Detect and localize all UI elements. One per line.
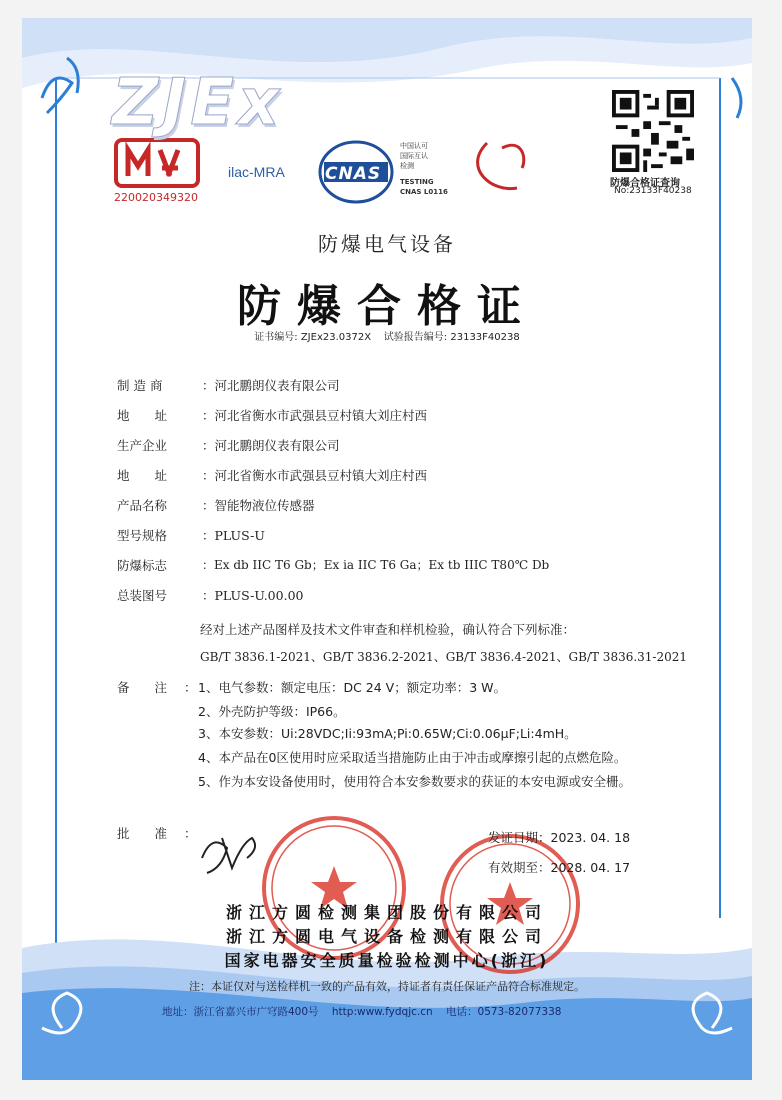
- qr-number: No:23133F40238: [614, 186, 692, 196]
- remarks-colon: ：: [184, 680, 197, 695]
- field-label-address-2: 地 址: [117, 468, 168, 483]
- brand-logo: ZJEx: [112, 66, 284, 140]
- approval-label: 批 准: [117, 826, 168, 841]
- qr-title: 防爆合格证查询: [610, 178, 680, 189]
- remark-2: 2、外壳防护等级：IP66。: [198, 704, 346, 719]
- issue-date-label: 发证日期：: [488, 830, 551, 845]
- valid-until: [488, 858, 630, 876]
- cnas-cn-line-1: 中国认可: [400, 142, 428, 150]
- cma-number: 220020349320: [114, 191, 198, 204]
- field-label-manufacturer: 制 造 商: [117, 378, 163, 393]
- field-label-address-1: 地 址: [117, 408, 168, 423]
- report-no: 23133F40238: [450, 332, 520, 343]
- swoosh-logo: [478, 143, 524, 189]
- institution-2: 浙江方圆电气设备检测有限公司: [225, 927, 548, 946]
- conformity-statement: 经对上述产品图样及技术文件审查和样机检验，确认符合下列标准：: [200, 622, 576, 637]
- field-label-producer: 生产企业: [117, 438, 168, 453]
- cnas-code: CNAS L0116: [400, 188, 448, 196]
- cnas-testing: TESTING: [400, 178, 434, 186]
- address-label: 地址：: [162, 1006, 194, 1018]
- field-value-producer: ：河北鹏朗仪表有限公司: [202, 438, 340, 453]
- ilac-mra-logo: ilac-MRA: [228, 164, 285, 180]
- approval-colon: ：: [184, 826, 197, 841]
- field-value-ex-marking: ：Ex db IIC T6 Gb；Ex ia IIC T6 Ga；Ex tb IIIC T80℃ Db: [202, 558, 550, 572]
- institution-3: 国家电器安全质量检验检测中心(浙江): [224, 951, 550, 970]
- phone-value: 0573-82077338: [477, 1006, 562, 1018]
- cnas-cn-line-2: 国际互认: [400, 152, 428, 160]
- remark-4: 4、本产品在0区使用时应采取适当措施防止由于冲击或摩擦引起的点燃危险。: [198, 750, 627, 765]
- cnas-cn-line-3: 检测: [400, 162, 414, 170]
- valid-until-value: 2028. 04. 17: [550, 860, 631, 875]
- remark-1: 1、电气参数：额定电压：DC 24 V；额定功率：3 W。: [198, 680, 506, 695]
- remark-3: 3、本安参数：Ui:28VDC;Ii:93mA;Pi:0.65W;Ci:0.06μF;Li:4mH。: [198, 726, 577, 741]
- corner-ornament-tr: [732, 78, 741, 118]
- cert-no-label: 证书编号:: [254, 332, 298, 343]
- remarks-label: 备 注: [117, 680, 168, 695]
- field-label-ex-marking: 防爆标志: [117, 558, 168, 573]
- field-value-product-name: ：智能物液位传感器: [202, 498, 315, 513]
- report-no-label: 试验报告编号:: [383, 332, 448, 343]
- signature-mark: [202, 838, 255, 873]
- website: http:www.fydqjc.cn: [331, 1006, 433, 1018]
- cma-logo: [116, 140, 198, 186]
- field-value-address-2: ：河北省衡水市武强县豆村镇大刘庄村西: [202, 468, 428, 483]
- certificate-numbers: [22, 328, 752, 343]
- field-label-drawing-no: 总装图号: [117, 588, 168, 603]
- field-value-address-1: ：河北省衡水市武强县豆村镇大刘庄村西: [202, 408, 428, 423]
- address-value: 浙江省嘉兴市广穹路400号: [193, 1006, 319, 1018]
- field-label-model: 型号规格: [117, 528, 168, 543]
- field-value-model: ：PLUS-U: [202, 528, 265, 543]
- valid-until-label: 有效期至：: [488, 860, 551, 875]
- field-value-manufacturer: ：河北鹏朗仪表有限公司: [202, 378, 340, 393]
- issue-date-value: 2023. 04. 18: [550, 830, 631, 845]
- certificate-title: 防爆合格证: [237, 281, 537, 332]
- phone-label: 电话：: [446, 1006, 478, 1018]
- qr-code[interactable]: [612, 90, 694, 172]
- cert-no: ZJEx23.0372X: [300, 332, 372, 343]
- institution-1: 浙江方圆检测集团股份有限公司: [225, 903, 548, 922]
- issue-date: [488, 828, 630, 846]
- field-label-product-name: 产品名称: [117, 498, 168, 513]
- footer-note: 注：本证仅对与送检样机一致的产品有效，持证者有责任保证产品符合标准规定。: [189, 980, 585, 993]
- cnas-logo-text: CNAS: [325, 164, 382, 184]
- certificate-category: 防爆电气设备: [318, 232, 456, 256]
- field-value-drawing-no: ：PLUS-U.00.00: [202, 588, 304, 603]
- remark-5: 5、作为本安设备使用时，使用符合本安参数要求的获证的本安电源或安全栅。: [198, 774, 631, 789]
- footer-contact: [162, 1004, 561, 1019]
- standards-list: GB/T 3836.1-2021、GB/T 3836.2-2021、GB/T 3836.4-2021、GB/T 3836.31-2021: [200, 650, 688, 664]
- certificate-sheet: [22, 18, 752, 1080]
